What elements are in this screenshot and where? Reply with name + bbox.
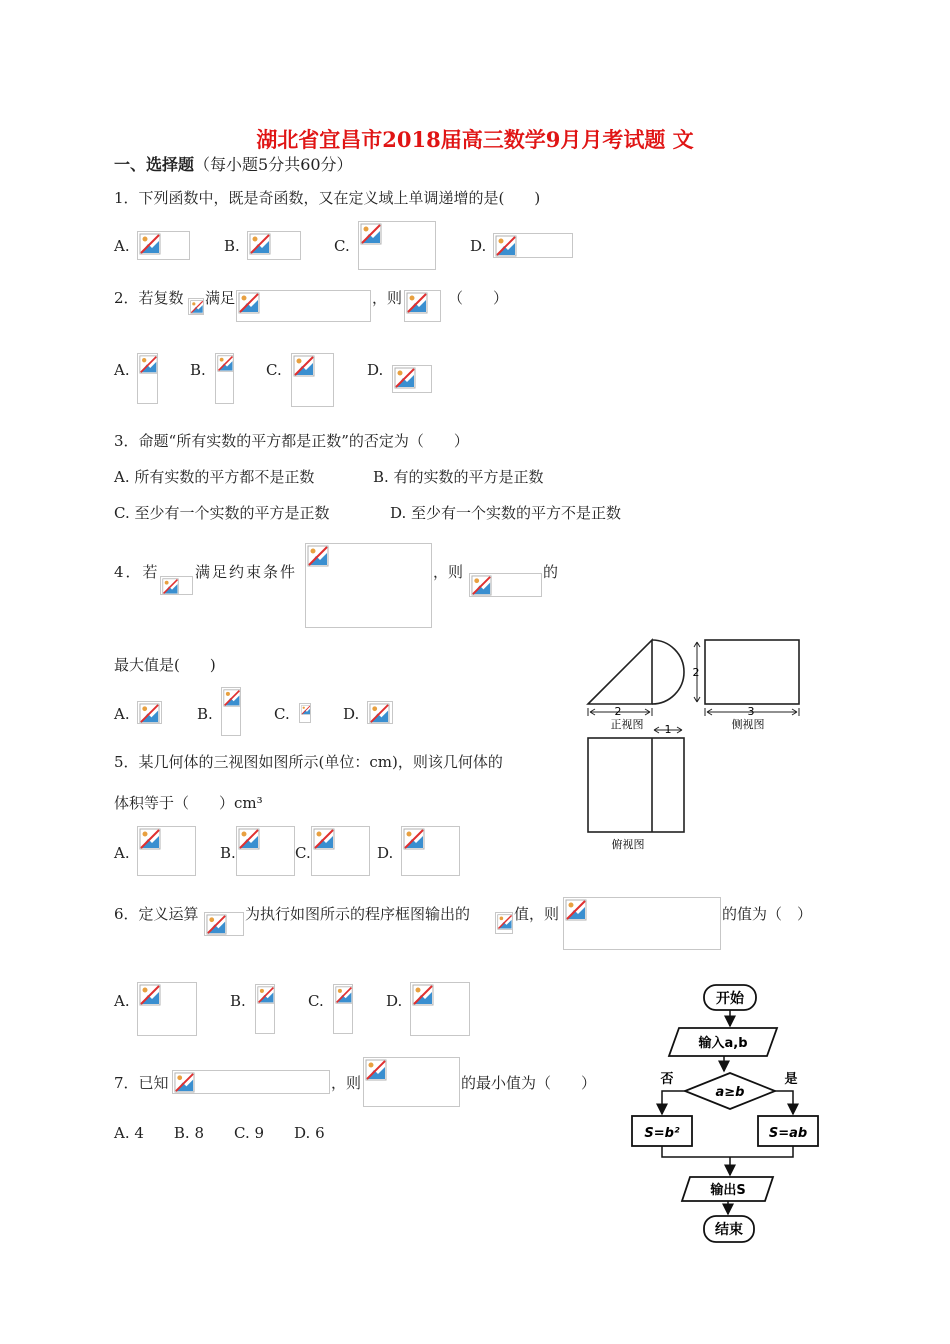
three-view-figure xyxy=(580,632,815,857)
q5-option-a-label: A. xyxy=(114,844,130,862)
q4-text-e: 最大值是( ) xyxy=(114,656,216,674)
q5-option-b-label: B. xyxy=(220,844,236,862)
formula-image xyxy=(255,984,275,1034)
image-placeholder-icon xyxy=(301,705,311,715)
image-placeholder-icon xyxy=(223,689,241,707)
formula-image xyxy=(160,576,193,595)
q1-option-d-label: D. xyxy=(470,237,487,255)
q2-option-a-label: A. xyxy=(114,361,130,379)
image-placeholder-icon xyxy=(174,1072,195,1093)
formula-image xyxy=(137,231,190,260)
flow-yes-label: 是 xyxy=(784,1072,798,1087)
q1-option-c-label: C. xyxy=(334,237,350,255)
question-3-stem: 3．命题“所有实数的平方都是正数”的否定为（ ） xyxy=(114,432,469,450)
formula-image xyxy=(311,826,370,876)
formula-image xyxy=(137,982,197,1036)
section-name: 一、选择题 xyxy=(114,155,195,174)
formula-image xyxy=(401,826,460,876)
dim-top-width: 1 xyxy=(664,723,672,736)
q3-option-d: D. 至少有一个实数的平方不是正数 xyxy=(390,504,622,522)
image-placeholder-icon xyxy=(471,575,492,596)
image-placeholder-icon xyxy=(139,828,161,850)
q4-text-c: ，则 xyxy=(433,563,464,581)
image-placeholder-icon xyxy=(369,703,390,724)
q3-option-b: B. 有的实数的平方是正数 xyxy=(373,468,544,486)
image-placeholder-icon xyxy=(403,828,425,850)
formula-image xyxy=(493,233,573,258)
q7-text-b: ，则 xyxy=(331,1074,362,1092)
q6-text-a: 6．定义运算 xyxy=(114,905,199,923)
top-view xyxy=(588,738,684,832)
image-placeholder-icon xyxy=(217,355,234,372)
flow-right-label: S=ab xyxy=(768,1126,808,1141)
q5-option-d-label: D. xyxy=(377,844,394,862)
dim-side-width: 3 xyxy=(747,705,755,718)
section-note: （每小题5分共60分） xyxy=(194,155,353,174)
image-placeholder-icon xyxy=(497,914,513,930)
top-view-label: 俯视图 xyxy=(611,838,645,851)
formula-image xyxy=(215,353,234,404)
formula-image xyxy=(305,543,432,628)
q4-text-a: 4．若 xyxy=(114,563,160,581)
q6-text-b: 为执行如图所示的程序框图输出的 xyxy=(245,905,471,923)
image-placeholder-icon xyxy=(394,367,416,389)
q5-text-a: 5．某几何体的三视图如图所示(单位：cm)，则该几何体的 xyxy=(114,753,503,771)
formula-image xyxy=(247,231,301,260)
front-view xyxy=(588,640,684,704)
q4-text-b: 满足约束条件 xyxy=(195,563,298,581)
image-placeholder-icon xyxy=(495,235,517,257)
image-placeholder-icon xyxy=(412,984,434,1006)
image-placeholder-icon xyxy=(313,828,335,850)
formula-image xyxy=(367,701,393,724)
q4-option-b-label: B. xyxy=(197,705,213,723)
formula-image xyxy=(236,826,295,876)
formula-image xyxy=(333,984,353,1034)
q4-text-d: 的 xyxy=(543,563,559,581)
q6-text-d: 的值为（ ） xyxy=(722,905,813,923)
image-placeholder-icon xyxy=(365,1059,387,1081)
side-view-label: 侧视图 xyxy=(731,718,765,731)
image-placeholder-icon xyxy=(139,984,161,1006)
image-placeholder-icon xyxy=(360,223,382,245)
q6-option-a-label: A. xyxy=(114,992,130,1010)
front-view-label: 正视图 xyxy=(610,718,644,731)
formula-image xyxy=(410,982,470,1036)
dim-side-height: 2 xyxy=(692,666,700,679)
image-placeholder-icon xyxy=(249,233,271,255)
formula-image xyxy=(495,912,513,934)
q3-option-c: C. 至少有一个实数的平方是正数 xyxy=(114,504,330,522)
side-dimensions xyxy=(694,642,799,716)
q2-option-b-label: B. xyxy=(190,361,206,379)
flow-start-label: 开始 xyxy=(716,991,744,1007)
flow-no-label: 否 xyxy=(660,1072,674,1087)
q2-option-c-label: C. xyxy=(266,361,282,379)
image-placeholder-icon xyxy=(406,292,428,314)
formula-image xyxy=(299,703,311,723)
image-placeholder-icon xyxy=(257,986,275,1004)
formula-image xyxy=(137,353,158,404)
image-placeholder-icon xyxy=(139,233,161,255)
formula-image xyxy=(188,298,204,315)
q5-text-b: 体积等于（ ）cm³ xyxy=(114,794,263,812)
q3-option-a: A. 所有实数的平方都不是正数 xyxy=(114,468,315,486)
image-placeholder-icon xyxy=(565,899,587,921)
formula-image xyxy=(469,573,542,597)
q7-text-a: 7．已知 xyxy=(114,1074,169,1092)
formula-image xyxy=(236,290,371,322)
q6-option-b-label: B. xyxy=(230,992,246,1010)
q2-text-a: 2．若复数 xyxy=(114,289,184,307)
image-placeholder-icon xyxy=(139,355,158,374)
q1-option-b-label: B. xyxy=(224,237,240,255)
q6-option-d-label: D. xyxy=(386,992,403,1010)
image-placeholder-icon xyxy=(190,300,204,314)
formula-image xyxy=(172,1070,330,1094)
formula-image xyxy=(221,687,241,736)
image-placeholder-icon xyxy=(238,828,260,850)
formula-image xyxy=(363,1057,460,1107)
image-placeholder-icon xyxy=(307,545,329,567)
formula-image xyxy=(204,912,244,936)
q6-option-c-label: C. xyxy=(308,992,324,1010)
flow-left-label: S=b² xyxy=(644,1126,680,1141)
question-1-stem: 1．下列函数中，既是奇函数，又在定义域上单调递增的是( ) xyxy=(114,189,541,207)
flowchart-figure xyxy=(625,980,830,1245)
formula-image xyxy=(563,897,721,950)
q4-option-d-label: D. xyxy=(343,705,360,723)
formula-image xyxy=(358,221,436,270)
q4-option-a-label: A. xyxy=(114,705,130,723)
dim-front-width: 2 xyxy=(614,705,622,718)
image-placeholder-icon xyxy=(238,292,260,314)
flow-end-label: 结束 xyxy=(715,1222,743,1238)
q5-option-c-label: C. xyxy=(295,844,311,862)
q2-option-d-label: D. xyxy=(367,361,384,379)
page-title: 湖北省宜昌市2018届高三数学9月月考试题 文 xyxy=(256,127,694,152)
formula-image xyxy=(291,353,334,407)
q2-text-b: 满足 xyxy=(205,289,236,307)
image-placeholder-icon xyxy=(293,355,315,377)
formula-image xyxy=(137,701,162,724)
formula-image xyxy=(404,290,441,322)
image-placeholder-icon xyxy=(335,986,353,1004)
flow-input-label: 输入a,b xyxy=(698,1036,748,1051)
formula-image xyxy=(392,365,432,393)
q7-options: A. 4 B. 8 C. 9 D. 6 xyxy=(114,1124,325,1142)
formula-image xyxy=(137,826,196,876)
image-placeholder-icon xyxy=(206,914,227,935)
q6-text-c: 值，则 xyxy=(514,905,560,923)
image-placeholder-icon xyxy=(162,578,179,595)
q2-text-c: ，则 xyxy=(372,289,403,307)
q1-option-a-label: A. xyxy=(114,237,130,255)
q2-text-d: （ ） xyxy=(448,289,509,307)
image-placeholder-icon xyxy=(139,703,160,724)
side-view xyxy=(705,640,799,704)
q7-text-c: 的最小值为（ ） xyxy=(461,1074,597,1092)
flow-output-label: 输出S xyxy=(710,1183,746,1198)
flow-condition-label: a≥b xyxy=(715,1085,745,1100)
section-header xyxy=(114,152,353,175)
q4-option-c-label: C. xyxy=(274,705,290,723)
